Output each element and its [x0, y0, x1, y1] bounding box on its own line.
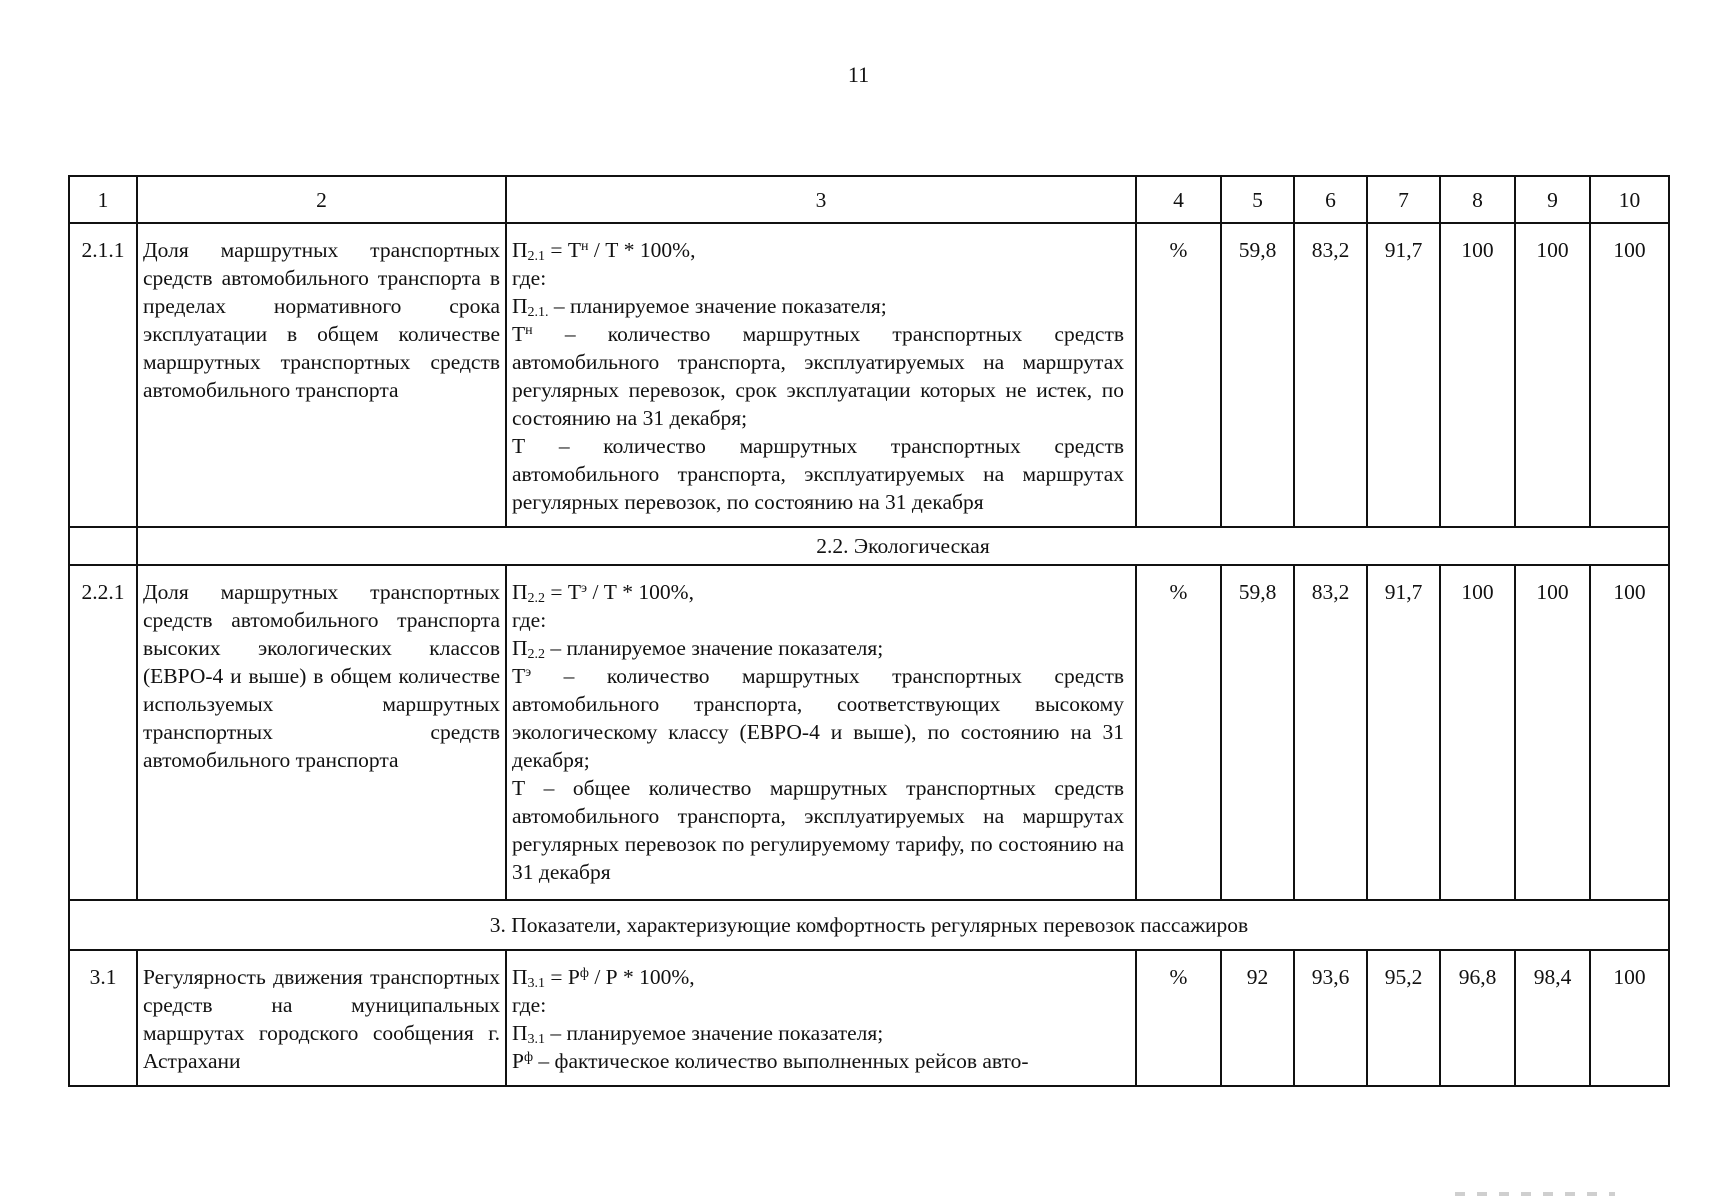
header-cell: 4: [1136, 176, 1221, 223]
table-row: [69, 565, 1669, 900]
value-cell: 91,7: [1367, 223, 1440, 527]
value-cell: 59,8: [1221, 223, 1294, 527]
symbol-definition: $П_{2.1.}$ – планируемое значение показателя;: [512, 294, 887, 320]
indicators-table: [68, 175, 1670, 1087]
symbol-definition: $П_{2.2}$ – планируемое значение показателя;: [512, 636, 884, 662]
header-cell: 3: [506, 176, 1136, 223]
header-cell: 7: [1367, 176, 1440, 223]
section-row: [69, 527, 1669, 565]
value-cell: 91,7: [1367, 565, 1440, 900]
calculation-method: [506, 223, 1136, 527]
value-cell: 100: [1590, 950, 1669, 1086]
symbol-definition: $П_{3.1}$ – планируемое значение показателя;: [512, 1021, 884, 1047]
value-cell: 100: [1440, 565, 1515, 900]
table-row: [69, 950, 1669, 1086]
value-cell: 100: [1515, 223, 1590, 527]
value-cell: 95,2: [1367, 950, 1440, 1086]
value-cell: 100: [1590, 565, 1669, 900]
calculation-method: [506, 565, 1136, 900]
value-cell: 92: [1221, 950, 1294, 1086]
column-number-row: [69, 176, 1669, 223]
section-title: 3. Показатели, характеризующие комфортность регулярных перевозок пассажиров: [69, 900, 1669, 950]
numerator-definition: $Т^э$ – количество маршрутных транспортных средств автомобильного транспорта, соответствующих высокому экологическому классу (ЕВРО-4 и выше), по состоянию на 31 декабря;: [512, 664, 1124, 772]
header-cell: 8: [1440, 176, 1515, 223]
denominator-definition: Т – количество маршрутных транспортных средств автомобильного транспорта, эксплуатируемых на маршрутах регулярных перевозок, по состоянию на 31 декабря: [512, 434, 1124, 514]
unit-cell: %: [1136, 223, 1221, 527]
formula: $П_{2.1} = Т^н / Т * 100\%$,: [512, 238, 696, 264]
section-row: [69, 900, 1669, 950]
header-cell: 10: [1590, 176, 1669, 223]
indicator-number: 3.1: [69, 950, 137, 1086]
value-cell: 100: [1515, 565, 1590, 900]
unit-cell: %: [1136, 950, 1221, 1086]
value-cell: 83,2: [1294, 565, 1367, 900]
calculation-method: [506, 950, 1136, 1086]
indicator-number: 2.1.1: [69, 223, 137, 527]
scan-artifact: [1455, 1192, 1615, 1196]
where-label: где:: [512, 993, 547, 1017]
header-cell: 9: [1515, 176, 1590, 223]
section-title: 2.2. Экологическая: [137, 527, 1669, 565]
value-cell: 96,8: [1440, 950, 1515, 1086]
formula: $П_{2.2} = Т^э / Т * 100\%$,: [512, 580, 694, 606]
value-cell: 83,2: [1294, 223, 1367, 527]
header-cell: 1: [69, 176, 137, 223]
indicator-number: 2.2.1: [69, 565, 137, 900]
header-cell: 5: [1221, 176, 1294, 223]
header-cell: 2: [137, 176, 506, 223]
table-row: [69, 223, 1669, 527]
value-cell: 93,6: [1294, 950, 1367, 1086]
denominator-definition: Т – общее количество маршрутных транспортных средств автомобильного транспорта, эксплуатируемых на маршрутах регулярных перевозок по регулируемому тарифу, по состоянию на 31 декабря: [512, 776, 1124, 884]
value-cell: 59,8: [1221, 565, 1294, 900]
page-number: 11: [847, 62, 870, 87]
section-number-empty: [69, 527, 137, 565]
where-label: где:: [512, 266, 547, 290]
value-cell: 100: [1440, 223, 1515, 527]
where-label: где:: [512, 608, 547, 632]
numerator-definition: $Р^ф$ – фактическое количество выполненных рейсов авто-: [512, 1049, 1029, 1073]
indicator-name: Доля маршрутных транспортных средств автомобильного транспорта в пределах нормативного срока эксплуатации в общем количестве маршрутных транспортных средств автомобильного транспорта: [137, 223, 506, 527]
indicator-name: Доля маршрутных транспортных средств автомобильного транспорта высоких экологических классов (ЕВРО-4 и выше) в общем количестве используемых маршрутных транспортных средств автомобильного транспорта: [137, 565, 506, 900]
numerator-definition: $Т^н$ – количество маршрутных транспортных средств автомобильного транспорта, эксплуатируемых на маршрутах регулярных перевозок, срок эксплуатации которых не истек, по состоянию на 31 декабря;: [512, 322, 1124, 430]
header-cell: 6: [1294, 176, 1367, 223]
value-cell: 100: [1590, 223, 1669, 527]
formula: $П_{3.1} = Р^ф / Р * 100\%$,: [512, 965, 695, 991]
unit-cell: %: [1136, 565, 1221, 900]
indicator-name: Регулярность движения транспортных средств на муниципальных маршрутах городского сообщения г. Астрахани: [137, 950, 506, 1086]
value-cell: 98,4: [1515, 950, 1590, 1086]
